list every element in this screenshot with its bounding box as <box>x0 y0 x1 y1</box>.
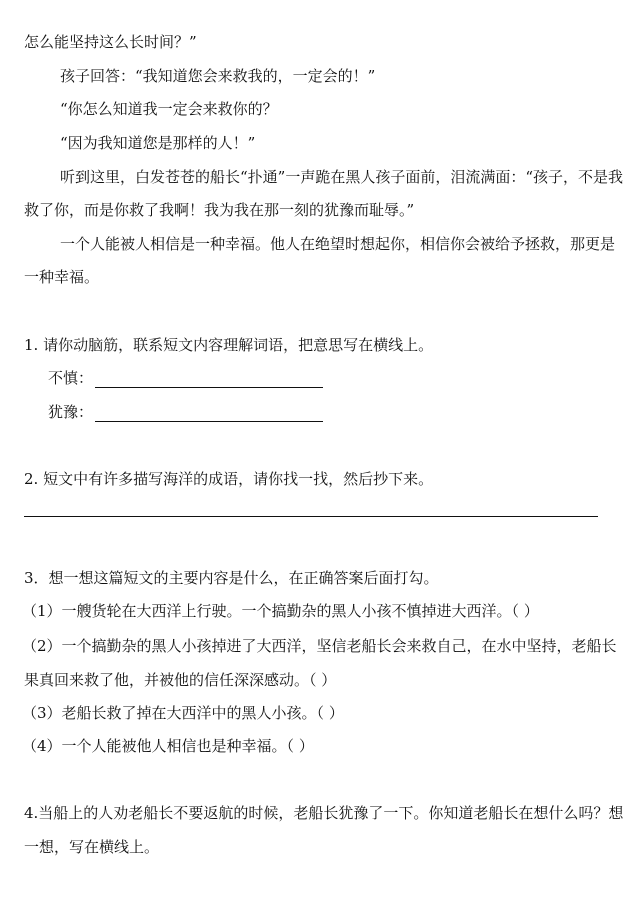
story-line: “你怎么知道我一定会来救你的？ <box>60 100 278 118</box>
question-4-prompt: 4.当船上的人劝老船长不要返航的时候，老船长犹豫了一下。你知道老船长在想什么吗？想 <box>24 804 624 822</box>
q3-option-1: （1）一艘货轮在大西洋上行驶。一个搞勤杂的黑人小孩不慎掉进大西洋。（ ） <box>22 602 539 620</box>
q1-word-label: 不慎： <box>48 369 94 387</box>
q1-word-row-2 <box>48 400 323 422</box>
story-line: 听到这里，白发苍苍的船长“扑通”一声跪在黑人孩子面前，泪流满面：“孩子，不是我 <box>60 168 624 186</box>
question-2-prompt: 2. 短文中有许多描写海洋的成语，请你找一找，然后抄下来。 <box>24 470 434 488</box>
q3-option-3: （3）老船长救了掉在大西洋中的黑人小孩。（ ） <box>22 704 344 722</box>
question-4-prompt-cont: 一想，写在横线上。 <box>24 838 160 856</box>
q2-answer-line[interactable] <box>24 516 598 517</box>
story-line: 救了你，而是你救了我啊！我为我在那一刻的犹豫而耻辱。” <box>24 201 415 219</box>
story-line: 一个人能被人相信是一种幸福。他人在绝望时想起你，相信你会被给予拯救，那更是 <box>60 235 616 253</box>
q3-option-4: （4）一个人能被他人相信也是种幸福。（ ） <box>22 737 314 755</box>
story-line: 孩子回答：“我知道您会来救我的，一定会的！” <box>60 67 376 85</box>
question-3-prompt: 3．想一想这篇短文的主要内容是什么，在正确答案后面打勾。 <box>24 569 439 587</box>
q1-answer-line-2[interactable] <box>95 405 323 422</box>
q3-option-2-cont: 果真回来救了他，并被他的信任深深感动。（ ） <box>24 671 337 689</box>
q1-word-label: 犹豫： <box>48 403 94 421</box>
q3-option-2: （2）一个搞勤杂的黑人小孩掉进了大西洋，坚信老船长会来救自己，在水中坚持，老船长 <box>22 637 617 655</box>
story-line: 怎么能坚持这么长时间？” <box>24 33 197 51</box>
question-1-prompt: 1. 请你动脑筋，联系短文内容理解词语，把意思写在横线上。 <box>24 336 434 354</box>
story-line: 一种幸福。 <box>24 268 100 286</box>
q1-word-row-1 <box>48 366 323 388</box>
q1-answer-line-1[interactable] <box>95 371 323 388</box>
story-line: “因为我知道您是那样的人！” <box>60 134 256 152</box>
